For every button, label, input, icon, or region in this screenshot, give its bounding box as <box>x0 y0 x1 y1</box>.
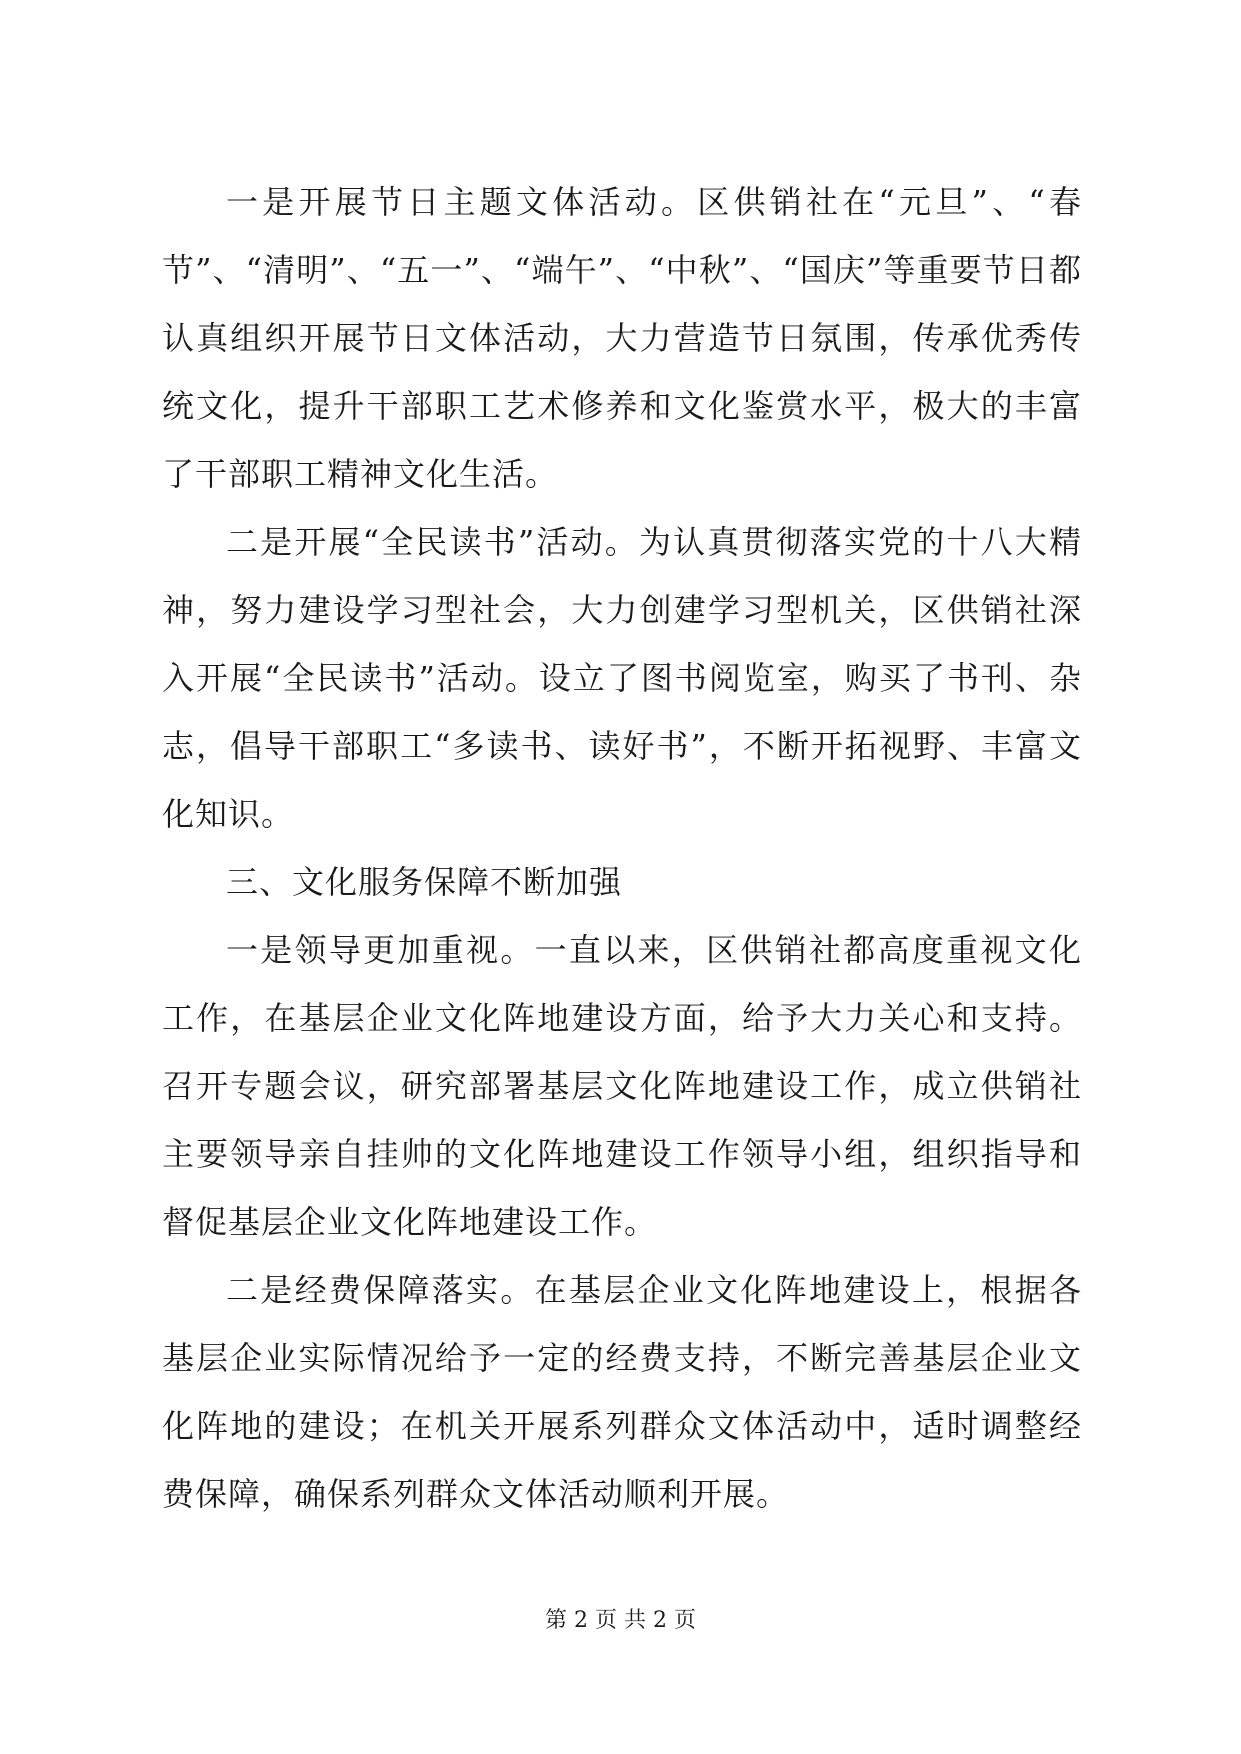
page-footer: 第 2 页 共 2 页 <box>545 1608 696 1633</box>
paragraph-reading-activity: 二是开展“全民读书”活动。为认真贯彻落实党的十八大精神，努力建设学习型社会，大力创建学习型机关，区供销社深入开展“全民读书”活动。设立了图书阅览室，购买了书刊、杂志，倡导干部职工“多读书、读好书”，不断开拓视野、丰富文化知识。 <box>162 523 1082 833</box>
paragraph-holiday-activities: 一是开展节日主题文体活动。区供销社在“元旦”、“春节”、“清明”、“五一”、“端午”、“中秋”、“国庆”等重要节日都认真组织开展节日文体活动，大力营造节日氛围，传承优秀传统文化，提升干部职工艺术修养和文化鉴赏水平，极大的丰富了干部职工精神文化生活。 <box>162 183 1082 493</box>
section-heading-service-guarantee: 三、文化服务保障不断加强 <box>226 863 623 901</box>
document-body <box>162 168 1082 1528</box>
paragraph-leadership: 一是领导更加重视。一直以来，区供销社都高度重视文化工作，在基层企业文化阵地建设方面，给予大力关心和支持。召开专题会议，研究部署基层文化阵地建设工作，成立供销社主要领导亲自挂帅的文化阵地建设工作领导小组，组织指导和督促基层企业文化阵地建设工作。 <box>162 931 1082 1241</box>
paragraph-funding: 二是经费保障落实。在基层企业文化阵地建设上，根据各基层企业实际情况给予一定的经费支持，不断完善基层企业文化阵地的建设；在机关开展系列群众文体活动中，适时调整经费保障，确保系列群众文体活动顺利开展。 <box>162 1271 1082 1513</box>
